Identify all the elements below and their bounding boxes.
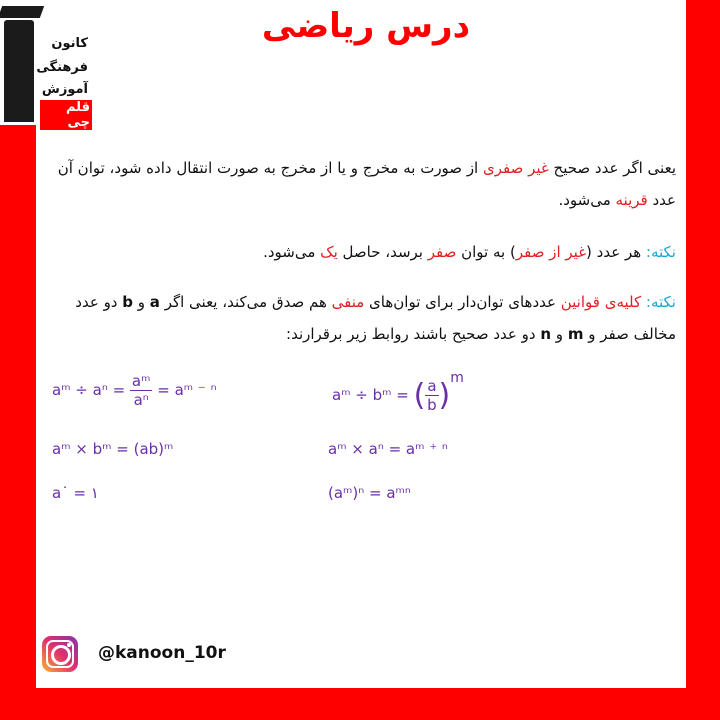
- instagram-dot: [67, 643, 71, 647]
- text: یعنی اگر عدد صحیح: [548, 159, 676, 177]
- paren-open: (: [413, 378, 426, 413]
- text: و: [551, 325, 568, 343]
- text: عددهای توان‌دار برای توان‌های: [364, 293, 561, 311]
- instagram-lens: [51, 645, 71, 665]
- logo-line-1: کانون: [51, 36, 88, 51]
- instagram-handle[interactable]: @kanoon_10r: [98, 643, 226, 663]
- graduation-cap-icon: [0, 6, 44, 18]
- highlight: غیر از صفر: [515, 243, 587, 261]
- var-a: a: [149, 293, 160, 311]
- denominator: b: [427, 396, 437, 414]
- logo-line-2: فرهنگی: [36, 60, 88, 75]
- logo-line-4: قلم چی: [40, 100, 92, 130]
- formula-part: aᵐ ÷ bᵐ =: [332, 386, 414, 404]
- fraction: [425, 377, 438, 414]
- text: از صورت به مخرج و یا از مخرج به صورت انتقال داده شود، توان آن عدد: [57, 159, 676, 209]
- formula-division-same-base: [52, 372, 217, 409]
- text: هم صدق می‌کند، یعنی اگر: [159, 293, 332, 311]
- logo-line-3: آموزش: [41, 82, 88, 97]
- formula-zero-power: a˙ = ١: [52, 484, 99, 502]
- highlight-opposite: قرینه: [615, 191, 648, 209]
- paren-close: ): [438, 378, 451, 413]
- formula-power-of-power: (aᵐ)ⁿ = aᵐⁿ: [328, 484, 411, 502]
- instagram-icon[interactable]: [42, 636, 78, 672]
- highlight: کلیه‌ی قوانین: [560, 293, 642, 311]
- text: می‌شود.: [263, 243, 321, 261]
- paragraph-note-rules: [50, 286, 676, 350]
- denominator: aⁿ: [133, 391, 149, 409]
- highlight-nonzero: غیر صفری: [483, 159, 549, 177]
- note-label: نکته:: [645, 243, 676, 261]
- text: دو عدد مخالف صفر و: [75, 293, 676, 343]
- page-title: درس ریاضی: [261, 6, 471, 46]
- paragraph-definition: [50, 152, 676, 216]
- formula-product-same-exponent: aᵐ × bᵐ = (ab)ᵐ: [52, 440, 174, 458]
- text: دو عدد صحیح باشند روابط زیر برقرارند:: [286, 325, 541, 343]
- formula-part: aᵐ ÷ aⁿ =: [52, 381, 130, 399]
- text: و: [133, 293, 150, 311]
- numerator: aᵐ: [131, 372, 151, 390]
- var-m: m: [567, 325, 584, 343]
- highlight: صفر: [427, 243, 457, 261]
- fraction: [130, 372, 153, 409]
- exponent: m: [450, 370, 464, 386]
- highlight: یک: [320, 243, 338, 261]
- text: می‌شود.: [558, 191, 616, 209]
- var-n: n: [540, 325, 552, 343]
- formula-division-same-exponent: [332, 370, 464, 414]
- formula-product-same-base: aᵐ × aⁿ = aᵐ ⁺ ⁿ: [328, 440, 448, 458]
- text: ) به توان: [456, 243, 516, 261]
- var-b: b: [122, 293, 134, 311]
- paragraph-note-zero-power: [50, 236, 676, 268]
- graduate-figure-icon: [4, 20, 34, 122]
- text: هر عدد (: [586, 243, 646, 261]
- numerator: a: [427, 377, 437, 395]
- note-label: نکته:: [645, 293, 676, 311]
- formula-part: = aᵐ ⁻ ⁿ: [152, 381, 217, 399]
- kanoon-logo: [0, 0, 90, 130]
- text: برسد، حاصل: [337, 243, 428, 261]
- highlight: منفی: [331, 293, 365, 311]
